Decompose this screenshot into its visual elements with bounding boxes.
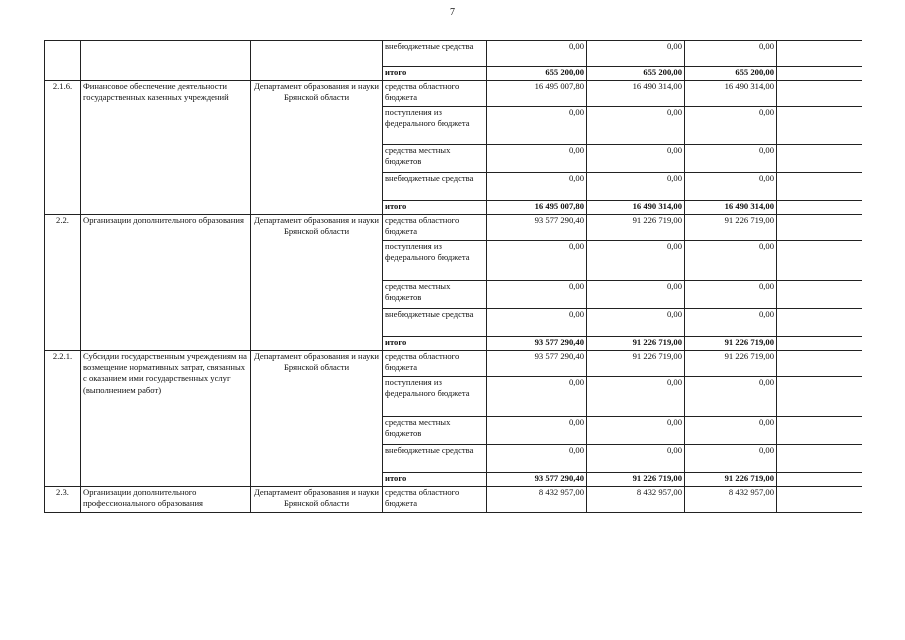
empty-column [777,487,862,513]
amount-year-2: 91 226 719,00 [587,473,685,487]
empty-column [777,351,862,377]
amount-year-1: 0,00 [487,281,587,309]
empty-column [777,215,862,241]
amount-year-1: 0,00 [487,417,587,445]
amount-year-2: 0,00 [587,145,685,173]
item-number: 2.1.6. [45,81,81,215]
funding-source: поступления из федерального бюджета [383,107,487,145]
empty-column [777,473,862,487]
item-name [81,41,251,81]
funding-source: внебюджетные средства [383,173,487,201]
amount-year-3: 655 200,00 [685,67,777,81]
empty-column [777,201,862,215]
table-row [45,41,862,67]
amount-year-3: 0,00 [685,173,777,201]
amount-year-1: 8 432 957,00 [487,487,587,513]
empty-column [777,445,862,473]
amount-year-2: 0,00 [587,445,685,473]
funding-source: средства местных бюджетов [383,145,487,173]
amount-year-3: 0,00 [685,281,777,309]
amount-year-1: 16 495 007,80 [487,201,587,215]
amount-year-3: 16 490 314,00 [685,201,777,215]
page-number: 7 [450,7,455,18]
amount-year-2: 0,00 [587,309,685,337]
empty-column [777,417,862,445]
amount-year-1: 93 577 290,40 [487,351,587,377]
amount-year-3: 8 432 957,00 [685,487,777,513]
responsible-department: Департамент образования и науки Брянской области [251,81,383,215]
funding-source: итого [383,67,487,81]
amount-year-1: 0,00 [487,377,587,417]
item-number: 2.2. [45,215,81,351]
amount-year-1: 0,00 [487,107,587,145]
amount-year-1: 93 577 290,40 [487,337,587,351]
responsible-department: Департамент образования и науки Брянской области [251,487,383,513]
funding-source: внебюджетные средства [383,445,487,473]
amount-year-2: 91 226 719,00 [587,337,685,351]
item-name: Субсидии государственным учреждениям на возмещение нормативных затрат, связанных с оказанием ими государственных услуг (выполнением работ) [81,351,251,487]
item-name: Организации дополнительного образования [81,215,251,351]
amount-year-1: 0,00 [487,309,587,337]
amount-year-3: 0,00 [685,309,777,337]
empty-column [777,81,862,107]
funding-source: средства местных бюджетов [383,417,487,445]
amount-year-2: 0,00 [587,41,685,67]
amount-year-1: 93 577 290,40 [487,215,587,241]
table-row [45,351,862,377]
amount-year-1: 93 577 290,40 [487,473,587,487]
amount-year-3: 0,00 [685,145,777,173]
empty-column [777,173,862,201]
amount-year-3: 91 226 719,00 [685,351,777,377]
funding-source: внебюджетные средства [383,41,487,67]
empty-column [777,337,862,351]
item-name: Организации дополнительного профессионального образования [81,487,251,513]
amount-year-2: 91 226 719,00 [587,351,685,377]
amount-year-1: 0,00 [487,145,587,173]
item-number: 2.2.1. [45,351,81,487]
empty-column [777,41,862,67]
item-name: Финансовое обеспечение деятельности государственных казенных учреждений [81,81,251,215]
amount-year-3: 91 226 719,00 [685,337,777,351]
amount-year-2: 16 490 314,00 [587,201,685,215]
amount-year-3: 91 226 719,00 [685,473,777,487]
empty-column [777,67,862,81]
amount-year-2: 0,00 [587,377,685,417]
amount-year-2: 16 490 314,00 [587,81,685,107]
funding-source: средства местных бюджетов [383,281,487,309]
amount-year-1: 655 200,00 [487,67,587,81]
table-row [45,81,862,107]
funding-source: итого [383,473,487,487]
amount-year-3: 16 490 314,00 [685,81,777,107]
item-number: 2.3. [45,487,81,513]
amount-year-2: 0,00 [587,107,685,145]
amount-year-3: 0,00 [685,241,777,281]
empty-column [777,107,862,145]
budget-table [44,40,862,513]
empty-column [777,377,862,417]
item-number [45,41,81,81]
empty-column [777,281,862,309]
funding-source: поступления из федерального бюджета [383,377,487,417]
empty-column [777,309,862,337]
funding-source: итого [383,337,487,351]
funding-source: средства областного бюджета [383,215,487,241]
amount-year-1: 0,00 [487,241,587,281]
table-row [45,487,862,513]
amount-year-1: 0,00 [487,445,587,473]
responsible-department: Департамент образования и науки Брянской области [251,351,383,487]
empty-column [777,145,862,173]
funding-source: внебюджетные средства [383,309,487,337]
amount-year-2: 655 200,00 [587,67,685,81]
funding-source: средства областного бюджета [383,351,487,377]
amount-year-3: 0,00 [685,417,777,445]
amount-year-2: 0,00 [587,417,685,445]
funding-source: итого [383,201,487,215]
amount-year-3: 91 226 719,00 [685,215,777,241]
amount-year-2: 91 226 719,00 [587,215,685,241]
table-row [45,215,862,241]
amount-year-1: 16 495 007,80 [487,81,587,107]
amount-year-3: 0,00 [685,107,777,145]
amount-year-1: 0,00 [487,173,587,201]
amount-year-2: 0,00 [587,173,685,201]
amount-year-1: 0,00 [487,41,587,67]
amount-year-2: 8 432 957,00 [587,487,685,513]
funding-source: поступления из федерального бюджета [383,241,487,281]
amount-year-2: 0,00 [587,281,685,309]
funding-source: средства областного бюджета [383,81,487,107]
funding-source: средства областного бюджета [383,487,487,513]
amount-year-3: 0,00 [685,41,777,67]
amount-year-3: 0,00 [685,445,777,473]
empty-column [777,241,862,281]
responsible-department [251,41,383,81]
amount-year-2: 0,00 [587,241,685,281]
amount-year-3: 0,00 [685,377,777,417]
responsible-department: Департамент образования и науки Брянской области [251,215,383,351]
